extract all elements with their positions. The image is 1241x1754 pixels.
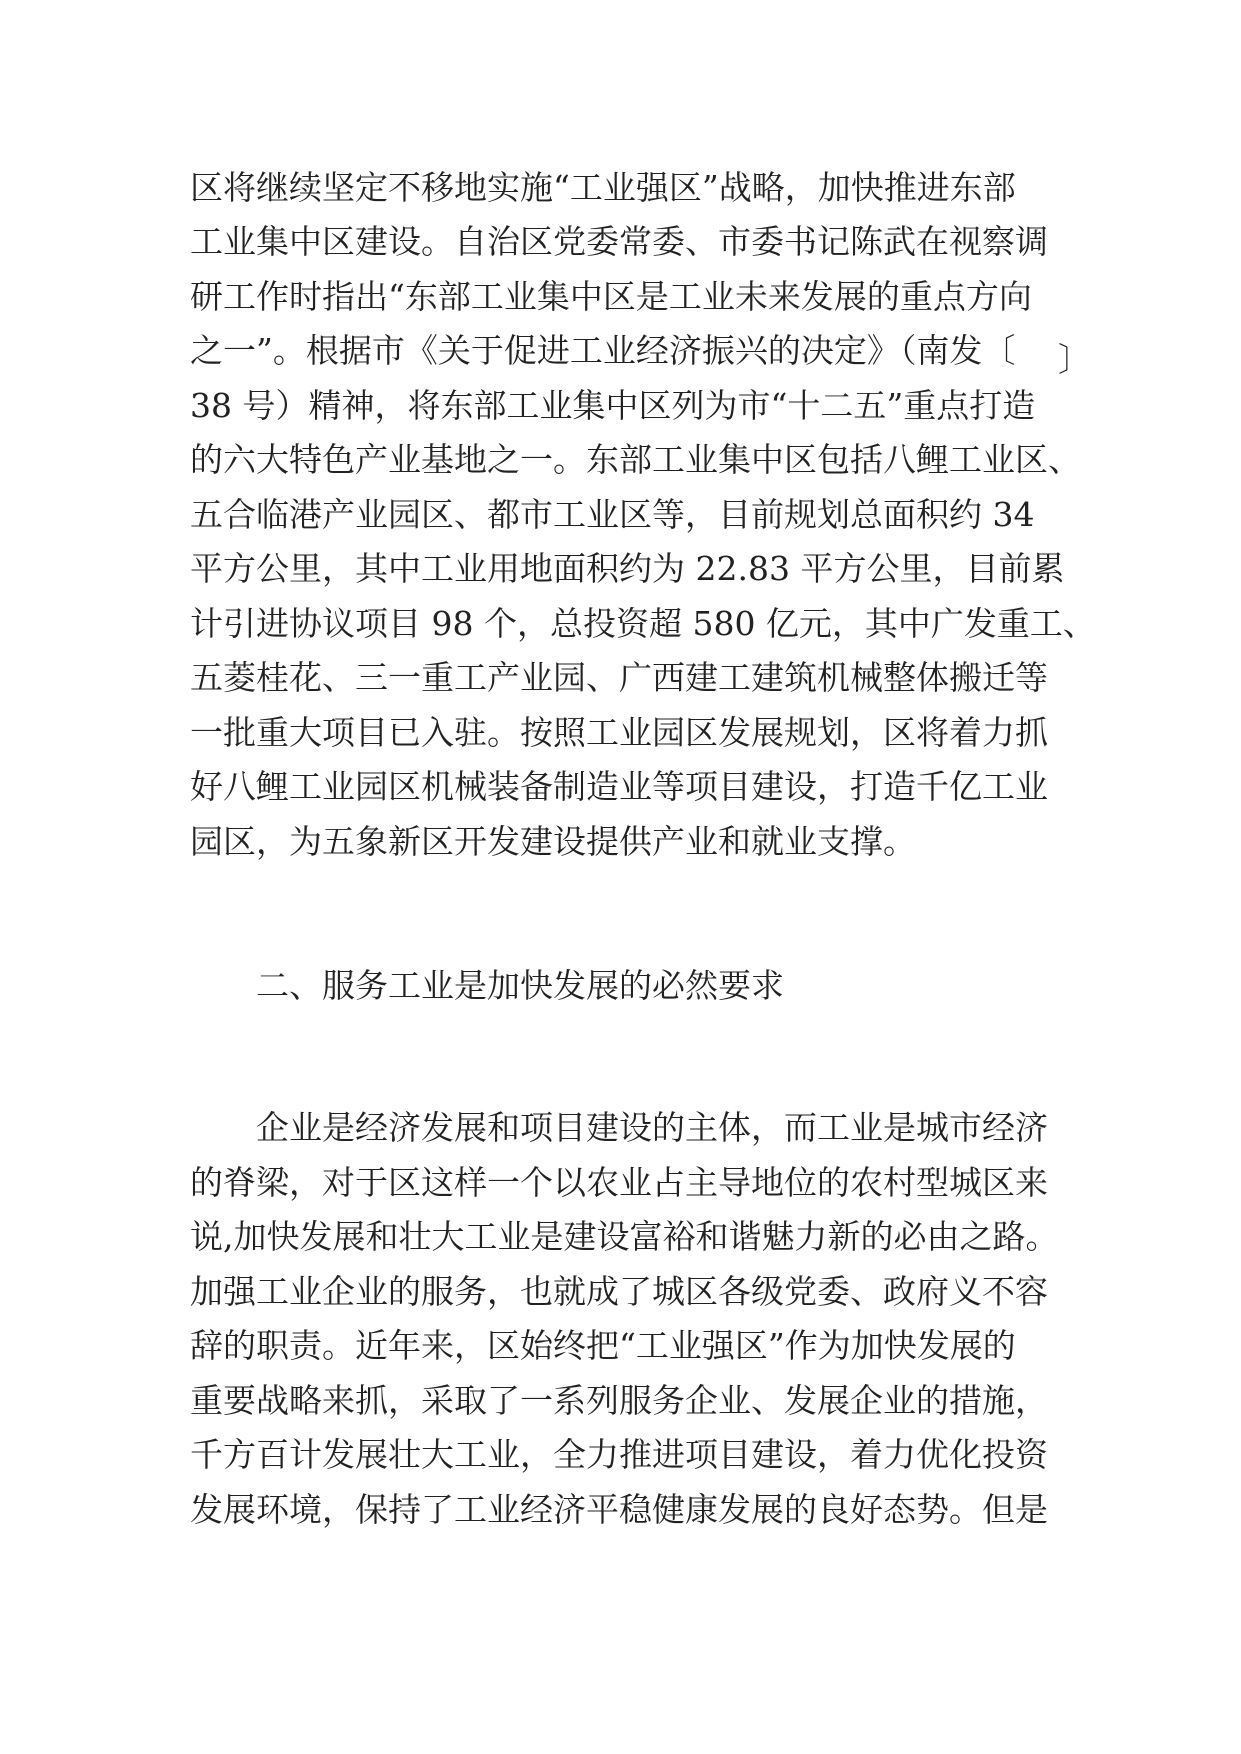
paragraph2-line: 千方百计发展壮大工业，全力推进项目建设，着力优化投资: [190, 1435, 1048, 1474]
paragraph1-line: 计引进协议项目 98 个，总投资超 580 亿元，其中广发重工、: [190, 604, 1096, 643]
paragraph2-line: 发展环境，保持了工业经济平稳健康发展的良好态势。但是: [190, 1490, 1048, 1529]
paragraph1-line: 38 号）精神，将东部工业集中区列为市“十二五”重点打造: [190, 386, 1036, 425]
paragraph1-line: 一批重大项目已入驻。按照工业园区发展规划，区将着力抓: [190, 713, 1048, 752]
bracket-mark: 〕: [1058, 340, 1091, 379]
paragraph1-line: 之一”。根据市《关于促进工业经济振兴的决定》（南发〔: [190, 331, 1016, 370]
paragraph1-line: 研工作时指出“东部工业集中区是工业未来发展的重点方向: [190, 277, 1032, 316]
paragraph2-line: 加强工业企业的服务，也就成了城区各级党委、政府义不容: [190, 1272, 1048, 1311]
paragraph2-line: 重要战略来抓，采取了一系列服务企业、发展企业的措施，: [190, 1381, 1048, 1420]
paragraph1-line: 五合临港产业园区、都市工业区等，目前规划总面积约 34: [190, 495, 1035, 534]
paragraph1-line: 的六大特色产业基地之一。东部工业集中区包括八鲤工业区、: [190, 440, 1081, 479]
paragraph1-line: 五菱桂花、三一重工产业园、广西建工建筑机械整体搬迁等: [190, 658, 1048, 697]
paragraph1-line: 区将继续坚定不移地实施“工业强区”战略，加快推进东部: [190, 168, 1016, 207]
paragraph2-line: 说,加快发展和壮大工业是建设富裕和谐魅力新的必由之路。: [190, 1217, 1059, 1256]
section-heading: 二、服务工业是加快发展的必然要求: [256, 966, 784, 1005]
paragraph1-line: 好八鲤工业园区机械装备制造业等项目建设，打造千亿工业: [190, 767, 1048, 806]
paragraph2-line: 辞的职责。近年来，区始终把“工业强区”作为加快发展的: [190, 1326, 1016, 1365]
paragraph1-line: 工业集中区建设。自治区党委常委、市委书记陈武在视察调: [190, 222, 1048, 261]
paragraph1-line: 园区，为五象新区开发建设提供产业和就业支撑。: [190, 822, 916, 861]
paragraph2-line: 企业是经济发展和项目建设的主体，而工业是城市经济: [256, 1108, 1048, 1147]
paragraph1-line: 平方公里，其中工业用地面积约为 22.83 平方公里，目前累: [190, 549, 1065, 588]
paragraph2-line: 的脊梁，对于区这样一个以农业占主导地位的农村型城区来: [190, 1163, 1048, 1202]
